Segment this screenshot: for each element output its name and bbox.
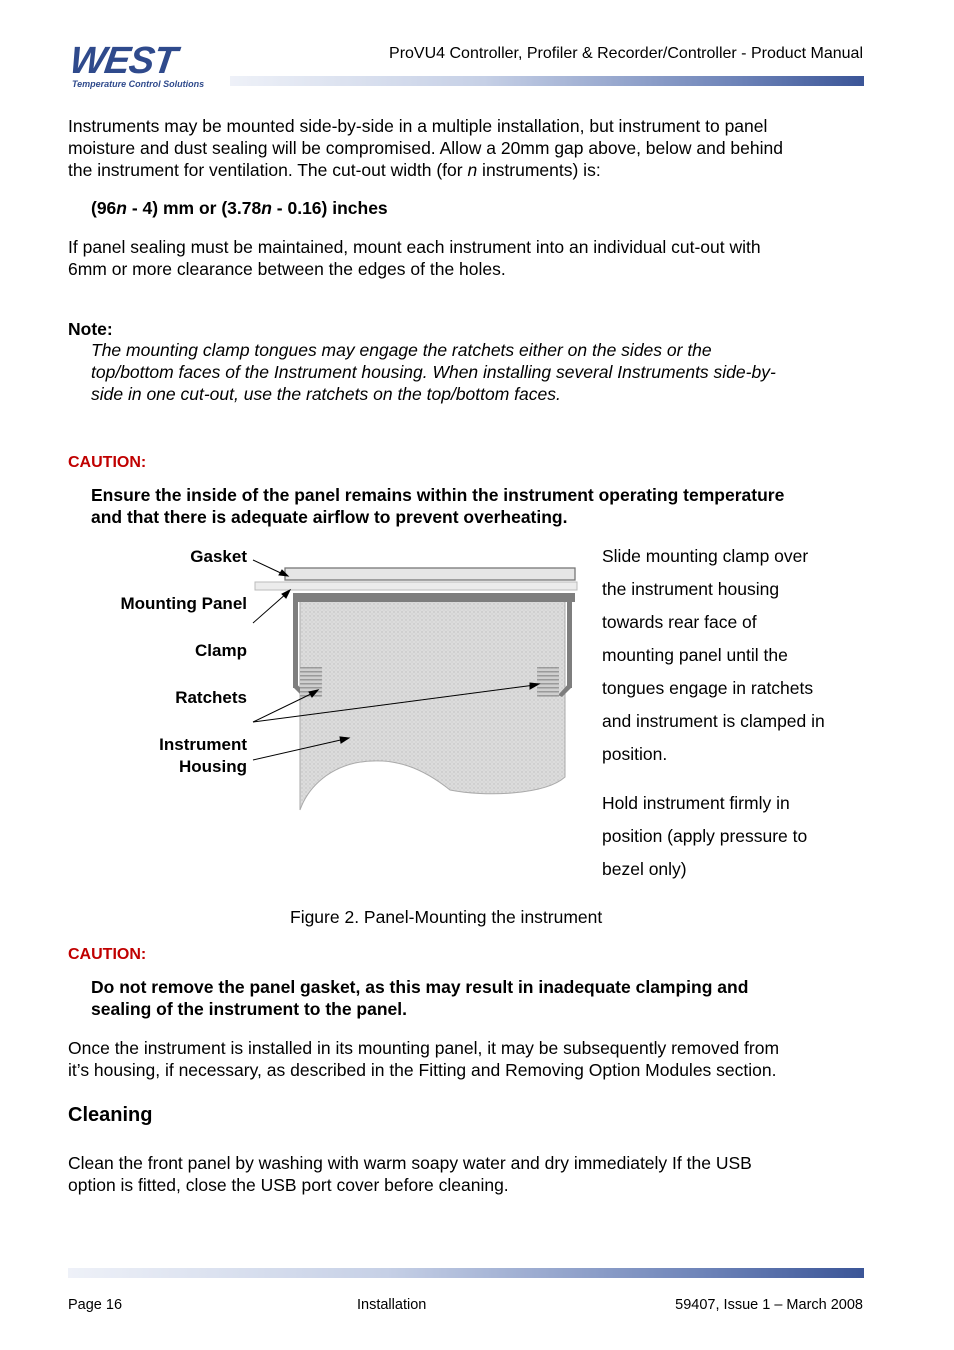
intro-line-3-post: instruments) is: (477, 160, 601, 180)
label-mounting-panel: Mounting Panel (120, 594, 247, 613)
removal-line-1: Once the instrument is installed in its mounting panel, it may be subsequently removed from (68, 1038, 780, 1058)
logo-word: WEST (67, 40, 179, 82)
footer-doc-info: 59407, Issue 1 – March 2008 (675, 1297, 863, 1313)
label-ratchets: Ratchets (175, 688, 247, 707)
figure-instructions-2 (602, 787, 862, 886)
note-heading: Note: (68, 319, 113, 339)
note-body (91, 339, 861, 405)
instruction-line-4: mounting panel until the (602, 645, 788, 665)
ratchet-right (537, 667, 559, 697)
sealing-line-2: 6mm or more clearance between the edges of the holes. (68, 259, 506, 279)
instruction-line-3: towards rear face of (602, 612, 757, 632)
label-housing-line-1: Instrument (159, 735, 247, 754)
formula-part-c: - 0.16) inches (271, 198, 388, 218)
intro-line-3-pre: the instrument for ventilation. The cut-out width (for (68, 160, 468, 180)
instruction-line-1: Slide mounting clamp over (602, 546, 809, 566)
formula-n2: n (261, 198, 272, 218)
removal-line-2: it’s housing, if necessary, as described in the Fitting and Removing Option Modules section. (68, 1060, 777, 1080)
label-housing-line-2: Housing (179, 757, 247, 776)
instruction-line-5: tongues engage in ratchets (602, 678, 814, 698)
cleaning-paragraph (68, 1152, 868, 1196)
figure-instructions (602, 540, 862, 771)
header-rule (230, 76, 864, 86)
instruction2-line-1: Hold instrument firmly in (602, 793, 790, 813)
formula-part-a: (96 (91, 198, 117, 218)
formula-n1: n (116, 198, 127, 218)
intro-paragraph (68, 115, 868, 181)
footer-page-number: Page 16 (68, 1297, 123, 1313)
instruction-line-6: and instrument is clamped in (602, 711, 825, 731)
gasket-shape (285, 568, 575, 580)
intro-n: n (467, 160, 478, 180)
caution-2-line-2: sealing of the instrument to the panel. (91, 999, 407, 1019)
sealing-line-1: If panel sealing must be maintained, mount each instrument into an individual cut-out with (68, 237, 761, 257)
caution-body-2 (91, 976, 871, 1020)
instrument-housing-shape (300, 600, 565, 810)
instruction-line-7: position. (602, 744, 668, 764)
cleaning-line-2: option is fitted, close the USB port cover before cleaning. (68, 1175, 509, 1195)
mounting-panel-shape (255, 582, 577, 590)
west-logo (67, 40, 230, 92)
intro-line-3 (68, 159, 868, 181)
caution-1-line-1: Ensure the inside of the panel remains within the instrument operating temperature (91, 485, 785, 505)
label-gasket: Gasket (190, 547, 247, 566)
caution-1-line-2: and that there is adequate airflow to prevent overheating. (91, 507, 568, 527)
caution-body-1 (91, 484, 871, 528)
cleaning-heading: Cleaning (68, 1104, 153, 1126)
panel-mounting-illustration (245, 555, 595, 820)
caution-heading-1: CAUTION: (68, 454, 147, 471)
formula-part-b: - 4) mm or (3.78 (127, 198, 262, 218)
intro-line-1: Instruments may be mounted side-by-side in a multiple installation, but instrument to panel (68, 116, 768, 136)
header-title: ProVU4 Controller, Profiler & Recorder/Controller - Product Manual (389, 45, 863, 62)
instruction2-line-3: bezel only) (602, 859, 687, 879)
cutout-formula (91, 197, 388, 219)
caution-heading-2: CAUTION: (68, 946, 147, 963)
intro-line-2: moisture and dust sealing will be compromised. Allow a 20mm gap above, below and behind (68, 138, 783, 158)
cleaning-line-1: Clean the front panel by washing with warm soapy water and dry immediately If the USB (68, 1153, 752, 1173)
footer-section: Installation (357, 1297, 427, 1313)
note-line-2: top/bottom faces of the Instrument housing. When installing several Instruments side-by- (91, 362, 776, 382)
label-clamp: Clamp (195, 641, 247, 660)
footer-rule (68, 1268, 864, 1278)
instruction2-line-2: position (apply pressure to (602, 826, 808, 846)
sealing-paragraph (68, 236, 868, 280)
logo-tagline: Temperature Control Solutions (72, 79, 205, 89)
note-line-1: The mounting clamp tongues may engage the ratchets either on the sides or the (91, 340, 712, 360)
figure-caption: Figure 2. Panel-Mounting the instrument (290, 907, 603, 927)
note-line-3: side in one cut-out, use the ratchets on the top/bottom faces. (91, 384, 561, 404)
label-instrument-housing (57, 734, 247, 778)
caution-2-line-1: Do not remove the panel gasket, as this may result in inadequate clamping and (91, 977, 749, 997)
removal-paragraph (68, 1037, 868, 1081)
instruction-line-2: the instrument housing (602, 579, 780, 599)
